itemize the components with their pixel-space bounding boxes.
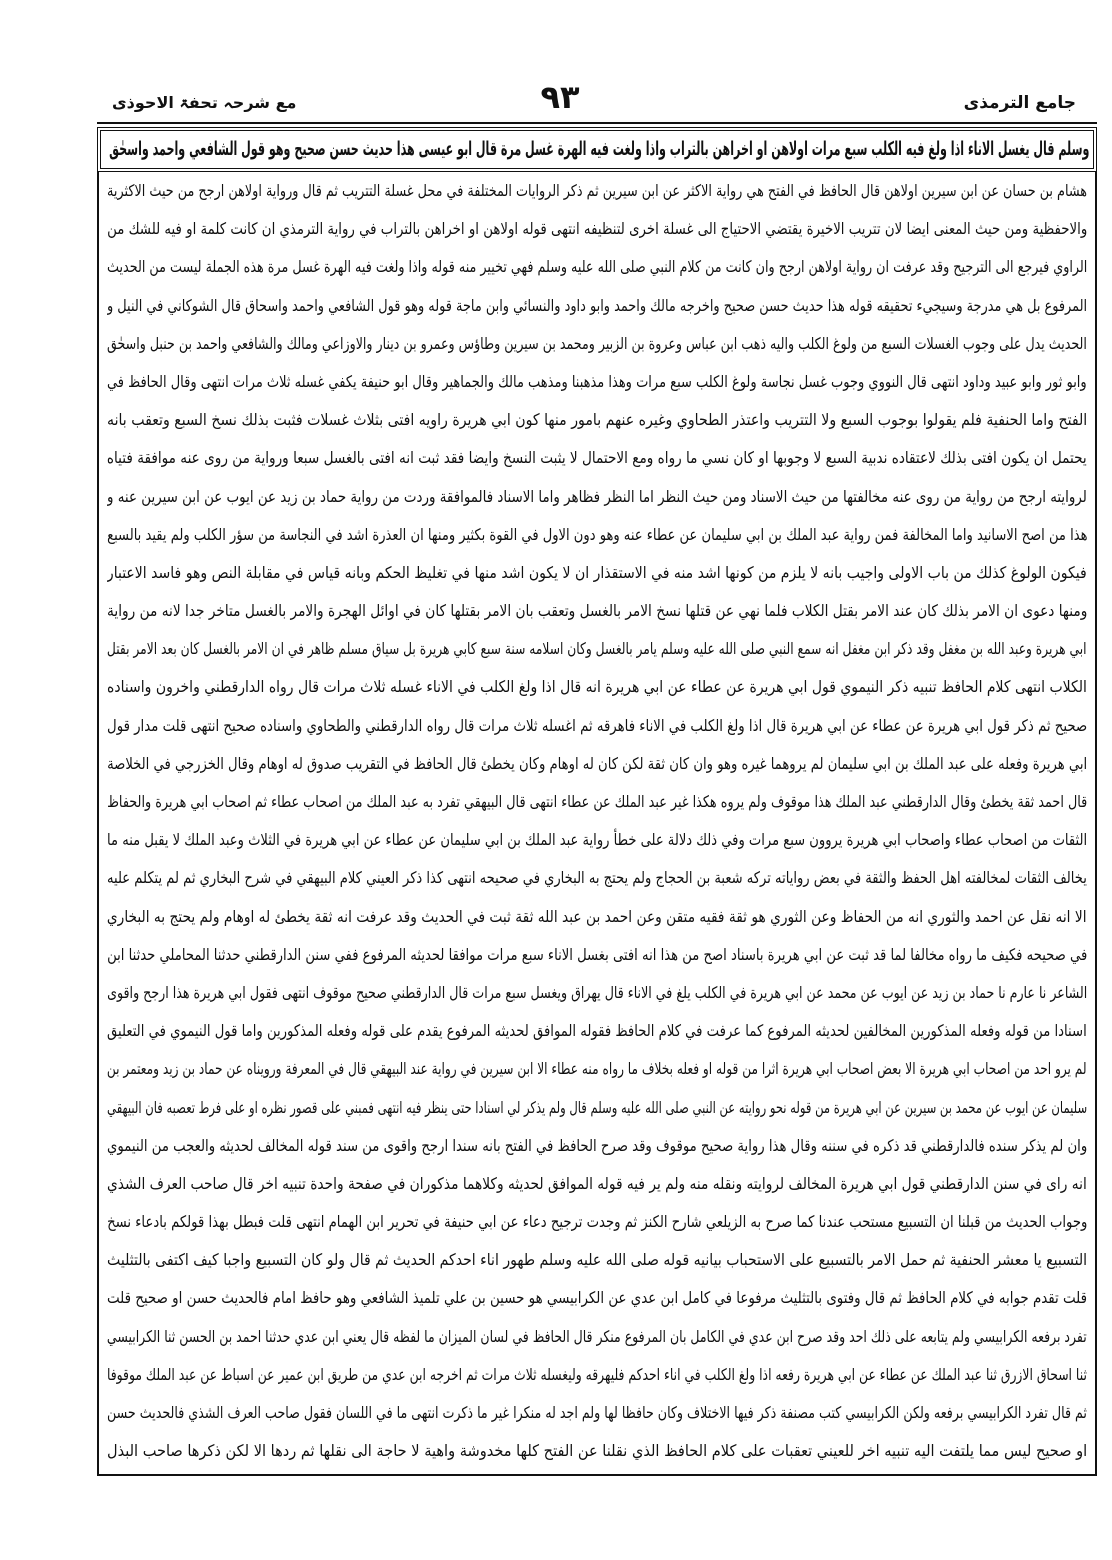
- commentary-line-text: الثقات من اصحاب عطاء واصحاب ابي هريرة يروون سبع مرات وفي ذلك دلالة على خطأ رواية عبد الملك بن ابي سليمان عن عطاء عن ابي هريرة في الثلاث وعبد الملك لا يقبل منه ما: [107, 830, 1087, 850]
- commentary-line: [107, 363, 1087, 401]
- commentary-line: [107, 1050, 1087, 1088]
- commentary-line: [107, 1165, 1087, 1203]
- commentary-line: [107, 1318, 1087, 1356]
- running-title-left: مع شرحہ تحفۃ الاحوذی: [112, 93, 297, 112]
- commentary-line-text: قال احمد ثقة يخطئ وقال الدارقطني عبد الملك هذا موقوف ولم يروه هكذا غير عبد الملك عن عطاء انتهى قال البيهقي تفرد به عبد الملك من اصحاب عطاء ثم اصحاب ابي هريرة والحفاظ: [107, 792, 1087, 811]
- commentary-line-text: وان لم يذكر سنده فالدارقطني قد ذكره في سننه وقال هذا رواية صحيح موقوف وقد صرح الحافظ في الفتح بانه سندا ارجح واقوى من سند قوله المخالف لحديثه والعجب من النيموي: [107, 1135, 1087, 1155]
- commentary-line-text: او صحيح ليس مما يلتفت اليه تنبيه اخر للعيني تعقبات على كلام الحافظ الذي نقلنا عن الفتح كلها مخدوشة واهية لا حاجة الى نقلها ثم ردها الا لكن ذكرها صاحب البذل: [107, 1441, 1087, 1461]
- commentary-line-text: ابي هريرة وفعله على عبد الملك بن ابي سليمان لم يروهما غيره وهو وان كان ثقة لكن كان له اوهام وكان يخطئ قال الحافظ في التقريب صدوق له اوهام وقال الخزرجي في الخلاصة: [107, 753, 1087, 773]
- commentary-line: [107, 1394, 1087, 1432]
- commentary-line-text: ابي هريرة وعبد الله بن مغفل وقد ذكر ابن مغفل انه سمع النبي صلى الله عليه وسلم يامر بالغسل وكان اسلامه سنة سبع كابي هريرة بل سياق مسلم ظاهر في ان الامر بالغسل كان بعد الامر بقتل: [107, 639, 1087, 659]
- commentary-line: [107, 325, 1087, 363]
- commentary-line: [107, 668, 1087, 706]
- commentary-line-text: تفرد برفعه الكرابيسي ولم يتابعه على ذلك احد وقد صرح ابن عدي في الكامل بان المرفوع منكر قال الحافظ في لسان الميزان ما لفظه قال يعني ابن عدي حدثنا احمد بن الحسن ثنا الكرابيسي: [107, 1326, 1087, 1346]
- commentary-line-text: الحديث يدل على وجوب الغسلات السبع من ولوغ الكلب واليه ذهب ابن عباس وعروة بن الزبير ومحمد بن سيرين وطاؤس وعمرو بن دينار والاوزاعي ومالك والشافعي واحمد بن حنبل واسحٰق: [107, 333, 1087, 353]
- commentary-line-text: الا انه نقل عن احمد والثوري انه من الحفاظ وعن الثوري هو ثقة فقيه متقن وعن احمد بن عبد الله ثقة ثبت في الحديث وقد عرفت انه ثقة يخطئ له اوهام ولم يحتج به البخاري: [107, 906, 1087, 926]
- commentary-line: [107, 1089, 1087, 1127]
- commentary-line: [107, 1279, 1087, 1317]
- commentary-line: [107, 172, 1087, 210]
- commentary-line-text: لروايته ارجح من رواية من روى عنه مخالفتها من حيث الاسناد ومن حيث النظر اما النظر فظاهر واما الاسناد فالموافقة وردت من رواية حماد بن زيد عن ايوب عن ابن سيرين عنه و: [107, 486, 1087, 506]
- commentary-line-text: ومنها دعوى ان الامر بذلك كان عند الامر بقتل الكلاب فلما نهي عن قتلها نسخ الامر بالغسل وتعقب بان الامر بقتلها كان في اوائل الهجرة والامر بالغسل متاخر جدا لانه من رواية: [107, 601, 1087, 621]
- commentary-line-text: سليمان عن ايوب عن محمد بن سيرين عن ابي هريرة من قوله نحو روايته عن النبي صلى الله عليه وسلم قال ولم يذكر لي اسنادا حتى ينظر فيه انتهى فمبني على قصور نظره او على فرط تعصبه فان البيهقي: [107, 1097, 1087, 1117]
- commentary-line-text: في صحيحه فكيف ما رواه مخالفا لما قد ثبت عن ابي هريرة باسناد اصح من هذا انه افتى بغسل الاناء سبع مرات موافقا لحديثه المرفوع ففي سنن الدارقطني حدثنا المحاملي حدثنا ابن: [107, 944, 1087, 964]
- commentary-line: [107, 630, 1087, 668]
- commentary-line: [107, 592, 1087, 630]
- commentary-line-text: اسنادا من قوله وفعله المذكورين المخالفين لحديثه المرفوع كما عرفت في كلام الحافظ فقوله الموافق لحديثه المرفوع يقدم على قوله وفعله المذكورين واما قول النيموي في التعليق: [107, 1021, 1087, 1041]
- commentary-box: [97, 172, 1097, 1476]
- commentary-line-text: ثم قال تفرد الكرابيسي برفعه ولكن الكرابيسي كتب مصنفة ذكر فيها الاختلاف وكان حافظا لها ولم اجد له منكرا غير ما ذكرت انتهى ما في اللسان فقول صاحب العرف الشذي فالحديث حسن: [107, 1403, 1087, 1422]
- commentary-line-text: التسبيع يا معشر الحنفية ثم حمل الامر بالتسبيع على الاستحباب بيانيه قوله صلى الله عليه وسلم طهور اناء احدكم الحديث ثم قال ولو كان التسبيع واجبا كيف اكتفى بالتثليث: [107, 1250, 1087, 1270]
- commentary-line-text: وابو ثور وابو عبيد وداود انتهى قال النووي وجوب غسل نجاسة ولوغ الكلب سبع مرات وهذا مذهبنا ومذهب مالك والجماهير وقال ابو حنيفة يكفي غسله ثلاث مرات انتهى وقال الحافظ في: [107, 371, 1087, 391]
- commentary-line: [107, 745, 1087, 783]
- commentary-line-text: الشاعر نا عارم نا حماد بن زيد عن ايوب عن محمد عن ابي هريرة في الكلب يلغ في الاناء قال يهراق ويغسل سبع مرات قال الدارقطني صحيح موقوف انتهى فقول ابي هريرة هذا ارجح واقوى: [107, 982, 1087, 1002]
- commentary-line-text: لم يرو احد من اصحاب ابي هريرة الا بعض اصحاب ابي هريرة اثرا من قوله او فعله بخلاف ما رواه منه عطاء الا ابن سيرين في رواية عند البيهقي قال في المعرفة ورويناه عن حماد بن زيد ومعتمر بن: [107, 1059, 1087, 1079]
- commentary-line: [107, 783, 1087, 821]
- commentary-line: [107, 248, 1087, 286]
- commentary-line: [107, 1203, 1087, 1241]
- commentary-line: [107, 287, 1087, 325]
- page-number: ۹۳: [540, 78, 580, 116]
- commentary-line-text: المرفوع بل هي مدرجة وسيجيء تحقيقه قوله هذا حديث حسن صحيح واخرجه مالك واحمد وابو داود والنسائي وابن ماجة قوله وهو قول الشافعي واحمد واسحاق قال الشوكاني في النيل و: [107, 295, 1087, 315]
- commentary-line-text: وجواب الحديث من قبلنا ان التسبيع مستحب عندنا كما صرح به الزيلعي شارح الكنز ثم وجدت ترجيح دعاء عن ابي حنيفة في تحرير ابن الهمام انتهى قلت فبطل بهذا قولكم بادعاء نسخ: [107, 1212, 1087, 1232]
- commentary-line-text: صحيح ثم ذكر قول ابي هريرة عن عطاء عن ابي هريرة قال اذا ولغ الكلب في الاناء فاهرقه ثم اغسله ثلاث مرات قال رواه الدارقطني والطحاوي واسناده صحيح انتهى قلت مدار قول: [107, 715, 1087, 735]
- commentary-line: [107, 974, 1087, 1012]
- commentary-line: [107, 401, 1087, 439]
- commentary-line-text: فيكون الولوغ كذلك من باب الاولى واجيب بانه لا يلزم من كونها اشد منه في الاستقذار ان لا يكون اشد منها في تغليظ الحكم وبانه قياس في مقابلة النص وهو فاسد الاعتبار: [107, 562, 1087, 582]
- commentary-line: [107, 1127, 1087, 1165]
- commentary-line-text: هشام بن حسان عن ابن سيرين اولاهن قال الحافظ في الفتح هي رواية الاكثر عن ابن سيرين ثم ذكر الروايات المختلفة في محل غسلة التتريب ثم قال ورواية اولاهن ارجح من حيث الاكثرية: [107, 181, 1087, 200]
- hadith-text-box: [97, 127, 1097, 172]
- commentary-line: [107, 936, 1087, 974]
- commentary-line: [107, 516, 1087, 554]
- commentary-line-text: انه راى في سنن الدارقطني قول ابي هريرة المخالف لروايته ونقله منه ولم ير فيه قوله الموافق لحديثه وكلاهما مذكوران في صفحة واحدة تنبيه اخر قال صاحب العرف الشذي: [107, 1173, 1087, 1193]
- commentary-line: [107, 1241, 1087, 1279]
- running-title-right: جامع الترمذی: [963, 93, 1076, 113]
- commentary-line: [107, 478, 1087, 516]
- commentary-line-text: الفتح واما الحنفية فلم يقولوا بوجوب السبع ولا التتريب واعتذر الطحاوي وغيره عنهم بامور منها كون ابي هريرة راويه افتى بثلاث غسلات فثبت بذلك نسخ السبع وتعقب بانه: [107, 410, 1087, 430]
- commentary-line-text: ثنا اسحاق الازرق ثنا عبد الملك عن عطاء عن ابي هريرة رفعه اذا ولغ الكلب في اناء احدكم فليهرقه وليغسله ثلاث مرات ثم اخرجه ابن عدي من طريق ابن عمير عن اسباط عن عبد الملك موقوفا: [107, 1364, 1087, 1384]
- commentary-line: [107, 821, 1087, 859]
- commentary-line-text: الراوي فيرجع الى الترجيح وقد عرفت ان رواية اولاهن ارجح وان كانت من كلام النبي صلى الله عليه وسلم فهي تخيير منه قوله واذا ولغت فيه الهرة غسل مرة هذه الجملة ليست من الحديث: [107, 257, 1087, 277]
- hadith-text: وسلم قال يغسل الاناء اذا ولغ فيه الكلب سبع مرات اولاهن او اخراهن بالتراب واذا ولغت فيه الهرة غسل مرة قال ابو عيسى هذا حديث حسن صحيح وهو قول الشافعي واحمد واسحٰق: [109, 138, 1089, 160]
- commentary-line-text: قلت تقدم جوابه في كلام الحافظ ثم قال وفتوى بالتثليث مرفوعا في كامل ابن عدي عن الكرابيسي هو حسين بن علي تلميذ الشافعي وهو حافظ امام فالحديث حسن او صحيح قلت: [107, 1288, 1087, 1308]
- commentary-line: [107, 898, 1087, 936]
- commentary-line: [107, 1012, 1087, 1050]
- commentary-line-text: الكلاب انتهى كلام الحافظ تنبيه ذكر النيموي قول ابي هريرة عن عطاء عن ابي هريرة انه قال اذا ولغ الكلب في الاناء غسله ثلاث مرات قال رواه الدارقطني واخرون واسناده: [107, 677, 1087, 697]
- commentary-line: [107, 707, 1087, 745]
- header-divider: [97, 122, 1097, 124]
- commentary-line: [107, 210, 1087, 248]
- commentary-line: [107, 1356, 1087, 1394]
- commentary-line-text: يخالف الثقات لمخالفته اهل الحفظ والثقة في بعض رواياته تركه شعبة بن الحجاج ولم يحتج به البخاري في صحيحه انتهى كذا ذكر العيني كلام البيهقي في شرح البخاري ثم لم يتكلم عليه: [107, 868, 1087, 888]
- commentary-line-text: يحتمل ان يكون افتى بذلك لاعتقاده ندبية السبع لا وجوبها او كان نسي ما رواه ومع الاحتمال لا يثبت النسخ وايضا فقد ثبت انه افتى بالغسل سبعا ورواية من روى عنه موافقة فتياه: [107, 448, 1087, 468]
- commentary-line: [107, 554, 1087, 592]
- commentary-line-text: هذا من اصح الاسانيد واما المخالفة فمن رواية عبد الملك بن ابي سليمان عن عطاء عنه وهو دون الاول في القوة بكثير ومنها ان العذرة اشد في النجاسة من سؤر الكلب ولم يقيد بالسبع: [107, 524, 1087, 544]
- commentary-line: [107, 859, 1087, 897]
- hadith-line: [109, 131, 1089, 168]
- commentary-line: [107, 439, 1087, 477]
- commentary-line: [107, 1432, 1087, 1470]
- commentary-line-text: والاحفظية ومن حيث المعنى ايضا لان تتريب الاخيرة يقتضي الاحتياج الى غسلة اخرى لتنظيفه انتهى قوله اولاهن او اخراهن بالتراب في رواية الترمذي ان كانت كلمة او فيه للشك من: [107, 219, 1087, 239]
